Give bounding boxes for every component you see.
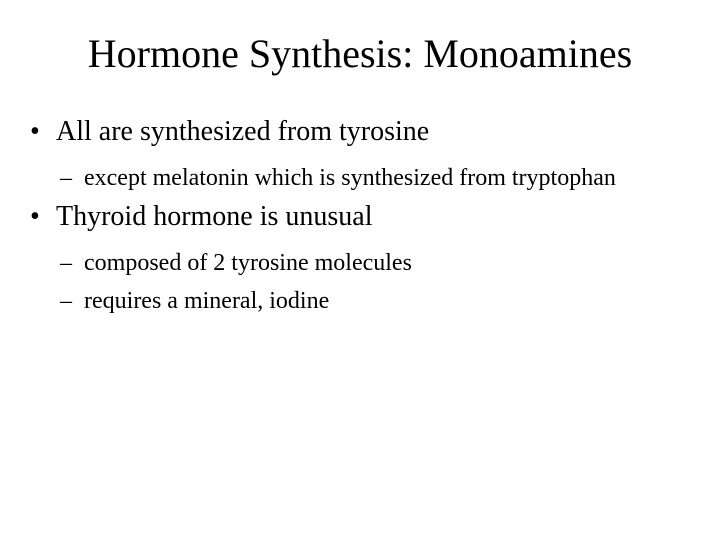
sub-bullet-item bbox=[60, 248, 412, 278]
bullet-item bbox=[30, 200, 373, 234]
bullet-marker: • bbox=[30, 116, 40, 147]
bullet-item bbox=[30, 115, 429, 149]
bullet-marker: • bbox=[30, 201, 40, 232]
sub-bullet-item bbox=[60, 163, 616, 193]
sub-bullet-text: composed of 2 tyrosine molecules bbox=[84, 250, 412, 276]
sub-bullet-item bbox=[60, 286, 329, 316]
sub-bullet-text: except melatonin which is synthesized from tryptophan bbox=[84, 165, 616, 191]
sub-bullet-marker: – bbox=[60, 288, 72, 314]
slide-title: Hormone Synthesis: Monoamines bbox=[87, 31, 633, 76]
sub-bullet-text: requires a mineral, iodine bbox=[84, 288, 330, 314]
bullet-text: Thyroid hormone is unusual bbox=[56, 201, 373, 232]
sub-bullet-marker: – bbox=[60, 250, 72, 276]
bullet-text: All are synthesized from tyrosine bbox=[56, 116, 430, 147]
sub-bullet-marker: – bbox=[60, 165, 72, 191]
